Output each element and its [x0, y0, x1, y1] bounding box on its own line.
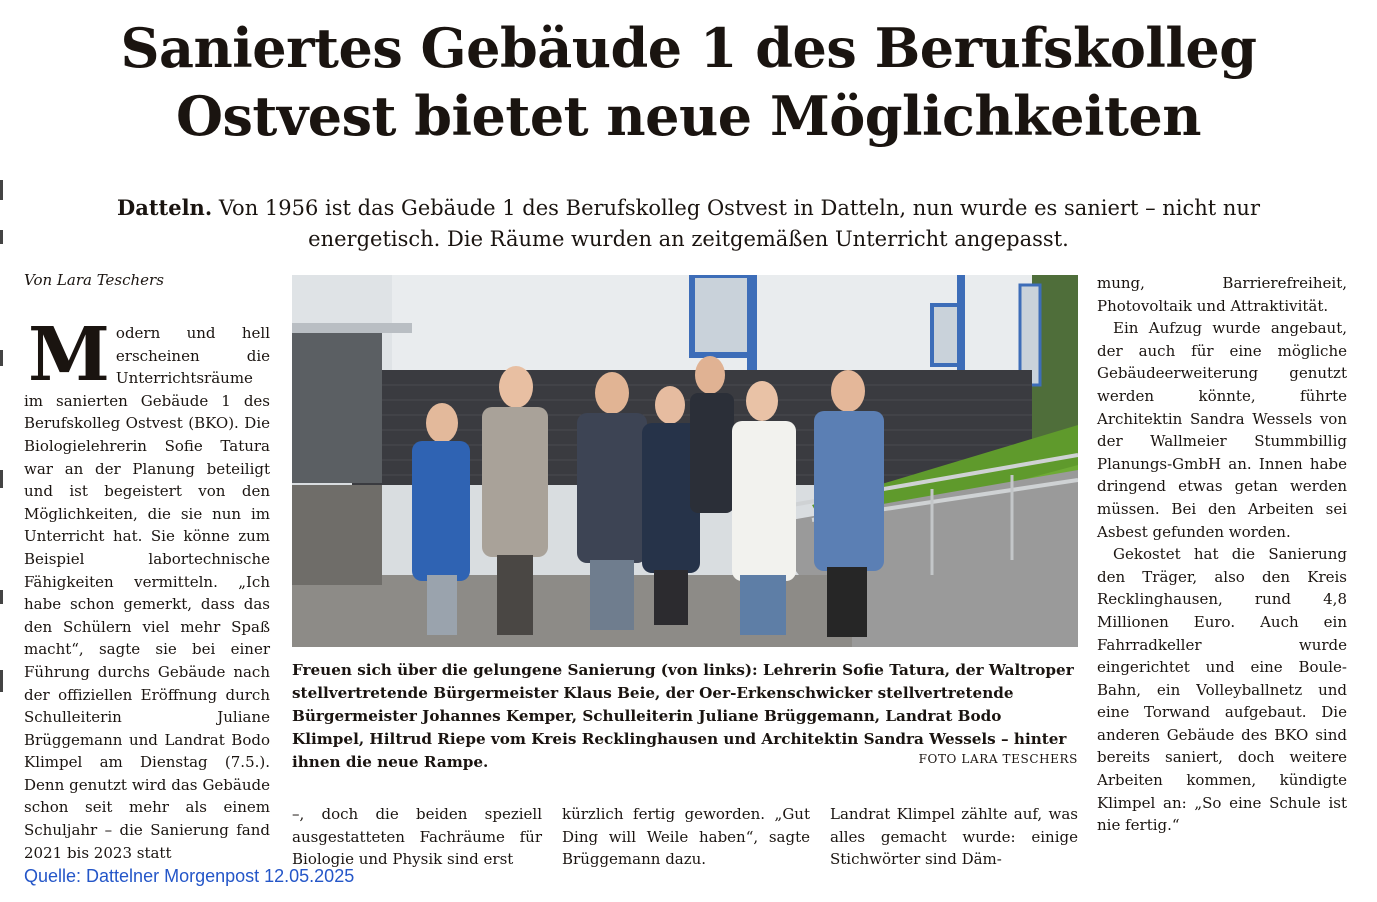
page-edge-marks — [0, 170, 6, 730]
article-lead — [60, 192, 1317, 255]
photo-caption: Freuen sich über die gelungene Sanierung (von links): Lehrerin Sofie Tatura, der Waltroper stellvertretende Bürgermeister Klaus Beie, der Oer-Erkenschwicker stellvertretende Bürgermeister Johannes Kemper, Schulleiterin Juliane Brüggemann, Landrat Bodo Klimpel, Hiltrud Riepe vom Kreis Recklinghausen und Architektin Sandra Wessels – hinter ihnen die neue Rampe. — [292, 661, 1074, 771]
headline-line-2: Ostvest bietet neue Möglichkeiten — [175, 84, 1202, 148]
lead-text: Von 1956 ist das Gebäude 1 des Berufskolleg Ostvest in Datteln, nun wurde es saniert – nicht nur energetisch. Die Räume wurden an zeitgemäßen Unterricht angepasst. — [212, 196, 1260, 251]
article-headline — [20, 14, 1357, 150]
text-column-3: kürzlich fertig geworden. „Gut Ding will Weile haben“, sagte Brüggemann dazu. — [562, 805, 810, 869]
source-note: Quelle: Dattelner Morgenpost 12.05.2025 — [24, 866, 355, 886]
column-5-paragraph-1: mung, Barrierefreiheit, Photovoltaik und Attraktivität. — [1097, 274, 1347, 315]
text-column-1 — [24, 312, 270, 864]
headline-line-1: Saniertes Gebäude 1 des Berufskolleg — [120, 16, 1257, 80]
column-1-text: odern und hell erscheinen die Unterrichtsräume im sanierten Gebäude 1 des Berufskolleg Ostvest (BKO). Die Biologielehrerin Sofie Tatura war an der Planung beteiligt und ist begeistert von den Möglichkeiten, die sie nun im Unterricht hat. Sie könne zum Beispiel labortechnische Fähigkeiten vermitteln. „Ich habe schon gemerkt, dass das den Schülern viel mehr Spaß macht“, sagte sie bei einer Führung durchs Gebäude nach der offiziellen Eröffnung durch Schulleiterin Juliane Brüggemann und Landrat Bodo Klimpel am Dienstag (7.5.). Denn genutzt wird das Gebäude schon seit mehr als einem Schuljahr – die Sanierung fand 2021 bis 2023 statt — [24, 324, 270, 862]
text-column-2: –, doch die beiden speziell ausgestatteten Fachräume für Biologie und Physik sind erst — [292, 805, 542, 869]
drop-cap: M — [28, 312, 110, 398]
article-photo — [292, 275, 1078, 647]
column-5-paragraph-3: Gekostet hat die Sanierung den Träger, also den Kreis Recklinghausen, rund 4,8 Millionen Euro. Auch ein Fahrradkeller wurde eingerichtet und eine Boule-Bahn, ein Volleyballnetz und eine Torwand aufgebaut. Die anderen Gebäude des BKO sind bereits saniert, doch weitere Arbeiten kommen, kündigte Klimpel an: „So eine Schule ist nie fertig.“ — [1097, 545, 1347, 835]
text-column-4: Landrat Klimpel zählte auf, was alles gemacht wurde: einige Stichwörter sind Däm- — [830, 805, 1078, 869]
lead-place: Datteln. — [117, 195, 213, 220]
photo-credit: FOTO LARA TESCHERS — [918, 752, 1078, 766]
group-photo-illustration — [292, 275, 1078, 647]
text-column-5 — [1097, 272, 1347, 837]
byline: Von Lara Teschers — [24, 271, 164, 289]
column-5-paragraph-2: Ein Aufzug wurde angebaut, der auch für eine mögliche Gebäudeerweiterung genutzt werden könnte, führte Architektin Sandra Wessels von der Wallmeier Stummbillig Planungs-GmbH an. Innen habe dringend etwas getan werden müssen. Bei den Arbeiten sei Asbest gefunden worden. — [1097, 319, 1347, 541]
